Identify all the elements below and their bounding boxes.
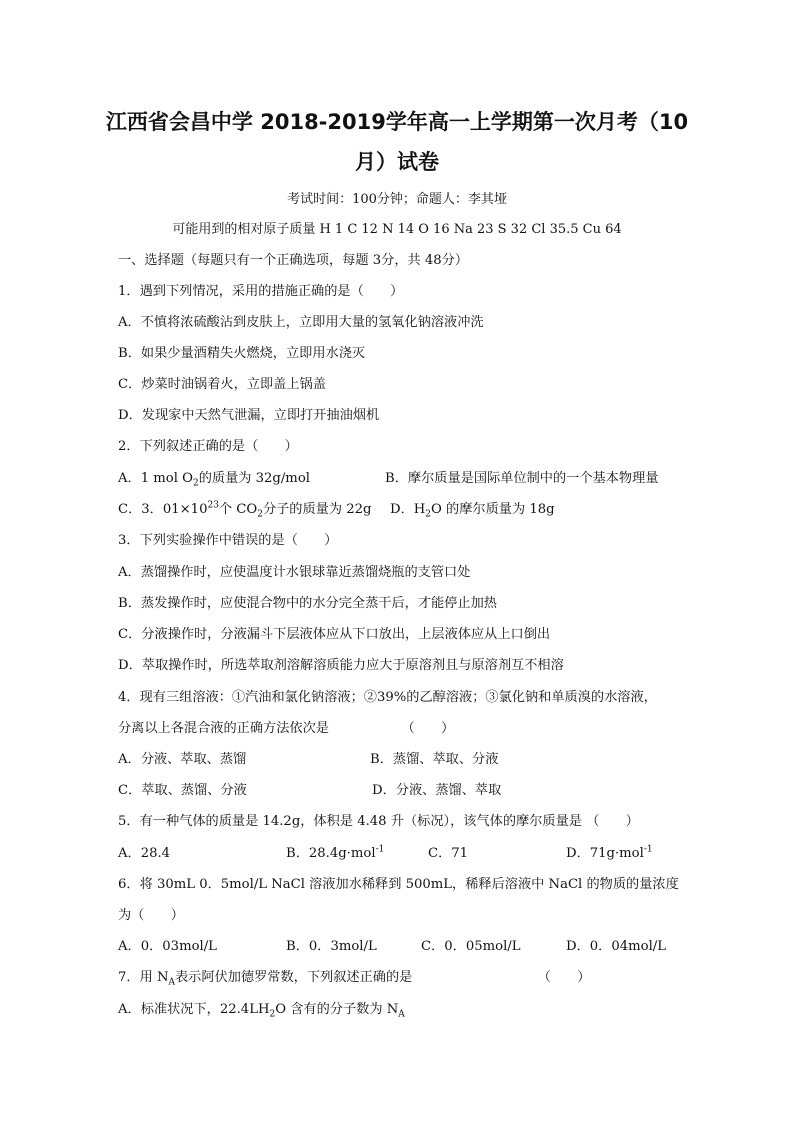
q4-option-c: C．萃取、蒸馏、分液	[118, 783, 247, 798]
q3-option-b: B．蒸发操作时，应使混合物中的水分完全蒸干后，才能停止加热	[118, 596, 497, 611]
exam-info: 考试时间：100分钟；命题人：李其垭	[287, 192, 507, 207]
q5-stem: 5．有一种气体的质量是 14.2g，体积是 4.48 升（标况），该气体的摩尔质量是 （ ）	[118, 814, 639, 829]
q5-option-c: C．71	[428, 846, 469, 861]
q4-stem-line2: 分离以上各混合液的正确方法依次是 （ ）	[118, 721, 455, 736]
section-heading: 一、选择题（每题只有一个正确选项，每题 3分，共 48分）	[118, 253, 469, 268]
q1-stem: 1．遇到下列情况，采用的措施正确的是（ ）	[118, 284, 404, 299]
q4-option-b: B．蒸馏、萃取、分液	[370, 752, 499, 767]
q2-option-a: A．1 mol $O_2$的质量为 32g/mol	[118, 471, 310, 489]
q1-option-d: D．发现家中天然气泄漏，立即打开抽油烟机	[118, 408, 380, 423]
exam-title	[100, 102, 694, 182]
q3-option-c: C．分液操作时，分液漏斗下层液体应从下口放出，上层液体应从上口倒出	[118, 627, 551, 642]
q2-option-b: B．摩尔质量是国际单位制中的一个基本物理量	[385, 471, 659, 486]
q1-option-a: A．不慎将浓硫酸沾到皮肤上，立即用大量的氢氧化钠溶液冲洗	[118, 315, 484, 330]
q1-option-b: B．如果少量酒精失火燃烧，立即用水浇灭	[118, 346, 366, 361]
q4-option-d: D．分液、蒸馏、萃取	[372, 783, 502, 798]
q2-option-d: D．$H_2O$ 的摩尔质量为 18g	[390, 502, 555, 520]
q6-option-b: B．0．3mol/L	[286, 939, 377, 954]
q4-stem-line1: 4．现有三组溶液：①汽油和氯化钠溶液；②39%的乙醇溶液；③氯化钠和单质溴的水溶液，	[118, 690, 657, 705]
atomic-masses: 可能用到的相对原子质量 H 1 C 12 N 14 O 16 Na 23 S 32 Cl 35.5 Cu 64	[172, 222, 622, 237]
q3-option-d: D．萃取操作时，所选萃取剂溶解溶质能力应大于原溶剂且与原溶剂互不相溶	[118, 658, 564, 673]
exam-title-line2: 月）试卷	[355, 150, 439, 174]
exam-title-line1: 江西省会昌中学 2018-2019学年高一上学期第一次月考（10	[105, 110, 689, 134]
q6-option-d: D．0．04mol/L	[566, 939, 666, 954]
q7-stem: 7．用 $N_A$表示阿伏加德罗常数，下列叙述正确的是 （ ）	[118, 970, 591, 988]
q5-option-b: B．28.4g·mol$^{-1}$	[286, 844, 385, 861]
q4-option-a: A．分液、萃取、蒸馏	[118, 752, 247, 767]
q3-stem: 3．下列实验操作中错误的是（ ）	[118, 533, 338, 548]
q1-option-c: C．炒菜时油锅着火，立即盖上锅盖	[118, 377, 326, 392]
q2-option-c: C．3．$01\times 10^{23}$个 $CO_2$分子的质量为 22g	[118, 500, 372, 520]
q6-stem-line1: 6．将 30mL 0．5mol/L NaCl 溶液加水稀释到 500mL，稀释后溶液中 NaCl 的物质的量浓度	[118, 877, 679, 892]
q5-option-d: D．71g·mol$^{-1}$	[566, 844, 653, 861]
q6-option-c: C．0．05mol/L	[421, 939, 521, 954]
q2-stem: 2．下列叙述正确的是（ ）	[118, 439, 298, 454]
q6-stem-line2: 为（ ）	[118, 908, 184, 923]
q3-option-a: A．蒸馏操作时，应使温度计水银球靠近蒸馏烧瓶的支管口处	[118, 565, 471, 580]
q7-option-a: A．标准状况下，$22.4LH_2O$ 含有的分子数为 $N_A$	[118, 1002, 405, 1020]
q6-option-a: A．0．03mol/L	[118, 939, 217, 954]
q5-option-a: A．28.4	[118, 846, 171, 861]
